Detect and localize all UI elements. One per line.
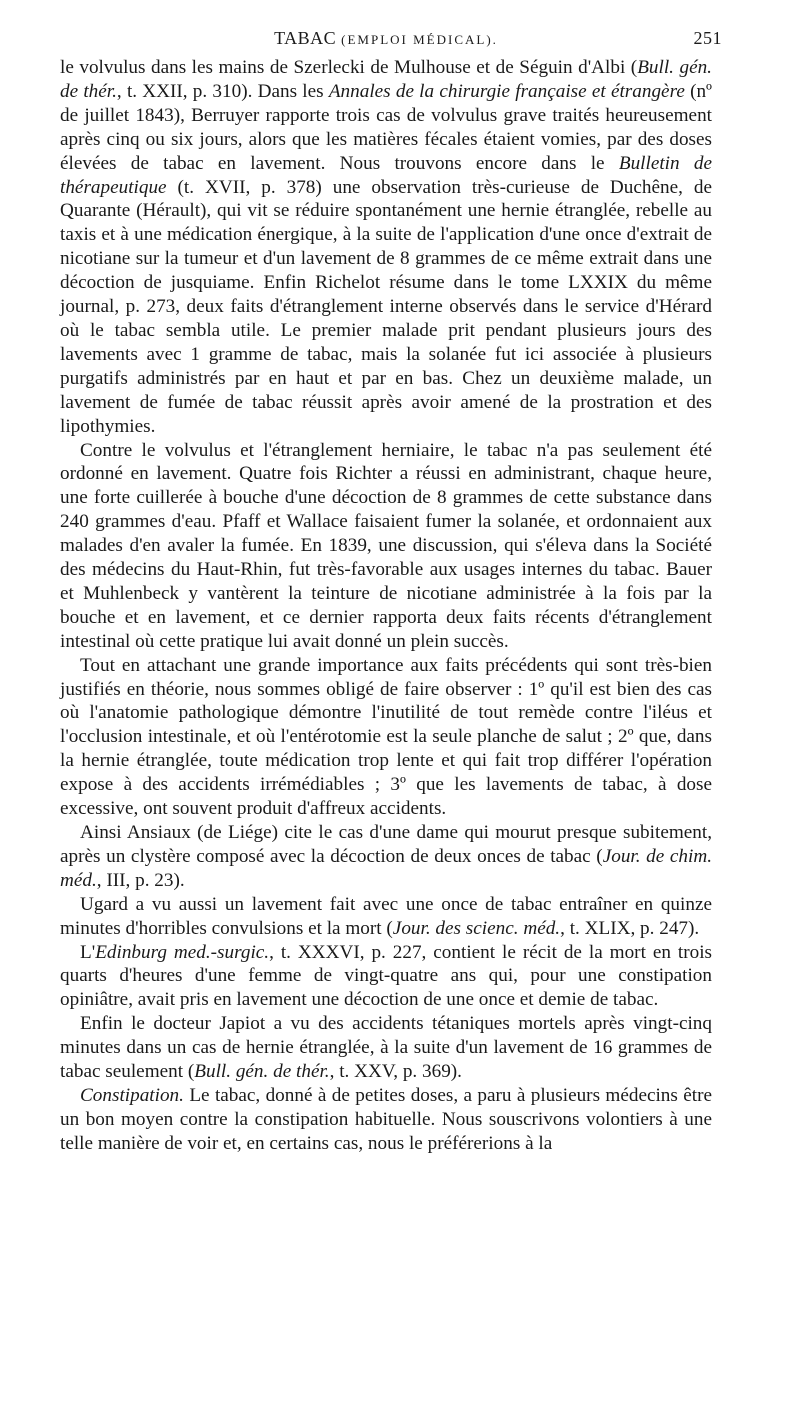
- text-run: Le tabac, donné à de petites doses, a paru à plusieurs médecins être un bon moyen contre la constipation habituelle. Nous souscrivons volontiers à une telle manière de voir et, en certains cas, nous le préférerions à la: [60, 1084, 712, 1154]
- text-run: , t. XXXVI, p. 227, contient le récit de la mort en trois quarts d'heures d'une femme de vingt-quatre ans qui, pour une constipation opiniâtre, avait pris en lavement une décoction de une once et demie de tabac.: [60, 941, 712, 1011]
- text-run: Tout en attachant une grande importance aux faits précédents qui sont très-bien justifiés en théorie, nous sommes obligé de faire observer : 1º qu'il est bien des cas où l'anatomie pathologique démontre l'inutilité de tout remède contre l'iléus et l'occlusion intestinale, et où l'entérotomie est la seule planche de salut ; 2º que, dans la hernie étranglée, toute médication trop lente et qui fait trop différer l'opération expose à des accidents irrémédiables ; 3º que les lavements de tabac, à dose excessive, ont souvent produit d'affreux accidents.: [60, 654, 712, 820]
- text-run: Enfin le docteur Japiot a vu des accidents tétaniques mortels après vingt-cinq minutes dans un cas de hernie étranglée, à la suite d'un lavement de 16 grammes de tabac seulement (: [60, 1013, 712, 1083]
- running-head: [60, 28, 722, 56]
- paragraph-p6: [60, 941, 712, 1013]
- text-run: , t. XXV, p. 369).: [329, 1061, 462, 1083]
- italic-citation: Jour. des scienc. méd.: [392, 917, 561, 939]
- text-run: Ainsi Ansiaux (de Liége) cite le cas d'une dame qui mourut presque subitement, après un clystère composé avec la décoction de deux onces de tabac (: [60, 822, 712, 867]
- paragraph-p2: [60, 439, 712, 654]
- paragraph-p8: [60, 1084, 712, 1156]
- italic-citation: Edinburg med.-surgic.: [95, 941, 270, 963]
- italic-citation: Bull. gén. de thér.: [60, 57, 712, 102]
- paragraph-p7: [60, 1012, 712, 1084]
- text-run: , t. XLIX, p. 247).: [560, 917, 700, 939]
- text-run: (t. XVII, p. 378) une observation très-curieuse de Duchêne, de Quarante (Hérault), qui vit se réduire spontanément une hernie étranglée, rebelle au taxis et à une médication énergique, à la suite de l'application d'une once d'extrait de nicotiane sur la tumeur et d'un lavement de 8 grammes de ce même extrait dans une décoction de jusquiame. Enfin Richelot résume dans le tome LXXIX du même journal, p. 273, deux faits d'étranglement interne observés dans le service d'Hérard où le tabac sembla utile. Le premier malade prit pendant plusieurs jours des lavements avec 1 gramme de tabac, mais la solanée fut ici associée à plusieurs purgatifs administrés par en haut et par en bas. Chez un deuxième malade, un lavement de fumée de tabac réussit après avoir amené de la prostration et des lipothymies.: [60, 176, 712, 437]
- text-run: , III, p. 23).: [96, 869, 185, 891]
- running-title-sub: (EMPLOI MÉDICAL).: [341, 32, 498, 47]
- italic-citation: Constipation.: [80, 1084, 184, 1106]
- text-run: Contre le volvulus et l'étranglement herniaire, le tabac n'a pas seulement été ordonné en lavement. Quatre fois Richter a réussi en administrant, chaque heure, une forte cuillerée à bouche d'une décoction de 8 grammes de cette substance dans 240 grammes d'eau. Pfaff et Wallace faisaient fumer la solanée, et ordonnaient aux malades d'en avaler la fumée. En 1839, une discussion, qui s'éleva dans la Société des médecins du Haut-Rhin, fut très-favorable aux usages internes du tabac. Bauer et Muhlenbeck y vantèrent la teinture de nicotiane administrée à la fois par la bouche et en lavement, et ce dernier rapporta deux faits récents d'étranglement intestinal où cette pratique lui avait donné un plein succès.: [60, 439, 712, 652]
- paragraph-p5: [60, 893, 712, 941]
- running-title-main: TABAC: [274, 28, 337, 48]
- page-number: 251: [693, 28, 722, 48]
- body-text: [60, 56, 712, 1156]
- italic-citation: Bulletin de thérapeutique: [60, 152, 712, 198]
- text-run: , t. XXII, p. 310). Dans les: [116, 80, 329, 102]
- paragraph-p4: [60, 821, 712, 893]
- text-run: L': [80, 941, 96, 963]
- paragraph-p1: [60, 56, 712, 439]
- italic-citation: Bull. gén. de thér.: [194, 1061, 330, 1083]
- text-run: Ugard a vu aussi un lavement fait avec une once de tabac entraîner en quinze minutes d'horribles convulsions et la mort (: [60, 893, 712, 939]
- text-run: (nº de juillet 1843), Berruyer rapporte trois cas de volvulus grave traités heureusement après cinq ou six jours, alors que les matières fécales étaient vomies, par des doses élevées de tabac en lavement. Nous trouvons encore dans le: [60, 80, 712, 174]
- italic-citation: Annales de la chirurgie française et étrangère: [328, 80, 685, 102]
- running-title: [60, 28, 712, 49]
- paragraph-p3: [60, 654, 712, 821]
- italic-citation: Jour. de chim. méd.: [60, 845, 712, 891]
- text-run: le volvulus dans les mains de Szerlecki de Mulhouse et de Séguin d'Albi (: [60, 57, 638, 78]
